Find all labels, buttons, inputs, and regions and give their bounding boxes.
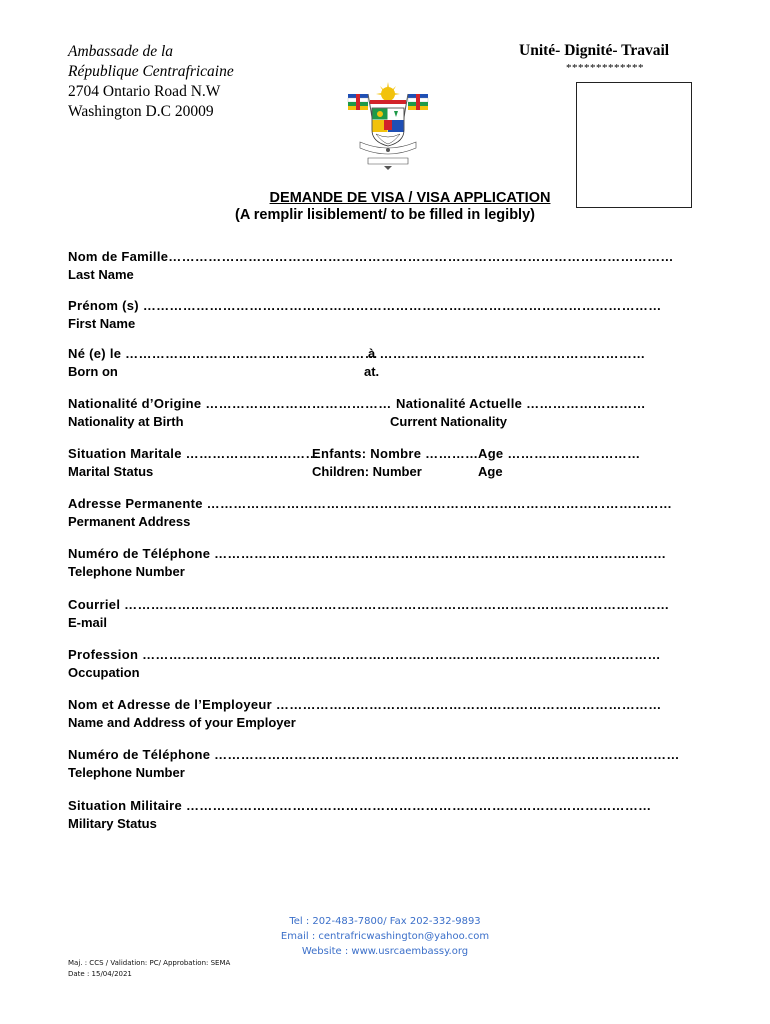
nationality-current-label-en: Current Nationality <box>390 414 508 429</box>
first-name-label-en: First Name <box>68 316 136 331</box>
nationality-birth-label-en: Nationality at Birth <box>68 414 184 429</box>
field-military-status <box>68 797 652 833</box>
military-label-en: Military Status <box>68 816 157 831</box>
telephone-label-fr: Numéro de Téléphone ………………………………………………………………………………………… <box>68 546 667 561</box>
nationality-current-label-fr: Nationalité Actuelle ……………………… <box>396 396 646 411</box>
validation-line: Maj. : CCS / Validation: PC/ Approbation: SEMA <box>68 959 231 967</box>
last-name-label-en: Last Name <box>68 267 134 282</box>
national-motto: Unité- Dignité- Travail <box>519 42 670 59</box>
field-email <box>68 596 670 632</box>
field-first-name <box>68 297 662 333</box>
footer-website: Website : www.usrcaembassy.org <box>301 946 469 957</box>
employer-label-fr: Nom et Adresse de l’Employeur …………………………………………………………………………… <box>68 697 662 712</box>
field-telephone <box>68 545 667 581</box>
field-employer-telephone <box>68 746 680 782</box>
born-at-label-fr: à …………………………………………………… <box>368 346 646 361</box>
employer-telephone-label-en: Telephone Number <box>68 765 185 780</box>
employer-telephone-label-fr: Numéro de Téléphone …………………………………………………………………………………………… <box>68 747 680 762</box>
perm-address-label-fr: Adresse Permanente …………………………………………………………………………………………… <box>68 496 673 511</box>
embassy-name-line1: Ambassade de la <box>68 43 174 60</box>
form-title-sub: (A remplir lisiblement/ to be filled in legibly) <box>235 207 535 223</box>
street-address: 2704 Ontario Road N.W <box>68 83 221 100</box>
embassy-name-line2: République Centrafricaine <box>68 63 234 80</box>
age-label-en: Age <box>478 464 503 479</box>
form-title <box>0 190 770 223</box>
born-on-label-en: Born on <box>68 364 118 379</box>
embassy-address <box>68 42 234 122</box>
email-label-en: E-mail <box>68 615 108 630</box>
military-label-fr: Situation Militaire …………………………………………………………………………………………… <box>68 798 652 813</box>
field-nationality <box>68 395 648 431</box>
footer-contact <box>0 914 770 959</box>
field-permanent-address <box>68 495 673 531</box>
born-at-label-en: at. <box>364 364 380 379</box>
field-last-name <box>68 248 674 284</box>
field-occupation <box>68 646 661 682</box>
marital-label-fr: Situation Maritale ………………………… <box>68 446 319 461</box>
telephone-label-en: Telephone Number <box>68 564 185 579</box>
children-label-en: Children: Number <box>312 464 422 479</box>
marital-label-en: Marital Status <box>68 464 154 479</box>
field-employer <box>68 696 662 732</box>
city-address: Washington D.C 20009 <box>68 103 214 120</box>
first-name-label-fr: Prénom (s) ……………………………………………………………………………………………………… <box>68 298 662 313</box>
last-name-label-fr: Nom de Famille…………………………………………………………………………………………………… <box>68 249 674 264</box>
occupation-label-fr: Profession ……………………………………………………………………………………………………… <box>68 647 661 662</box>
footer-tel: Tel : 202-483-7800/ Fax 202-332-9893 <box>289 916 481 927</box>
document-meta <box>68 958 230 980</box>
employer-label-en: Name and Address of your Employer <box>68 715 296 730</box>
field-marital <box>68 445 648 481</box>
born-on-label-fr: Né (e) le ………………………………………………… <box>68 346 378 361</box>
age-label-fr: Age ………………………… <box>478 446 641 461</box>
perm-address-label-en: Permanent Address <box>68 514 191 529</box>
document-date: Date : 15/04/2021 <box>68 970 132 978</box>
nationality-birth-label-fr: Nationalité d’Origine …………………………………… <box>68 396 392 411</box>
coat-of-arms-icon <box>340 80 436 172</box>
form-title-main: DEMANDE DE VISA / VISA APPLICATION <box>269 190 551 206</box>
occupation-label-en: Occupation <box>68 665 140 680</box>
motto-stars: ************* <box>566 62 644 74</box>
children-label-fr: Enfants: Nombre ………… <box>312 446 479 461</box>
field-birth <box>68 345 648 381</box>
footer-email: Email : centrafricwashington@yahoo.com <box>280 931 490 942</box>
email-label-fr: Courriel …………………………………………………………………………………………………………… <box>68 597 670 612</box>
